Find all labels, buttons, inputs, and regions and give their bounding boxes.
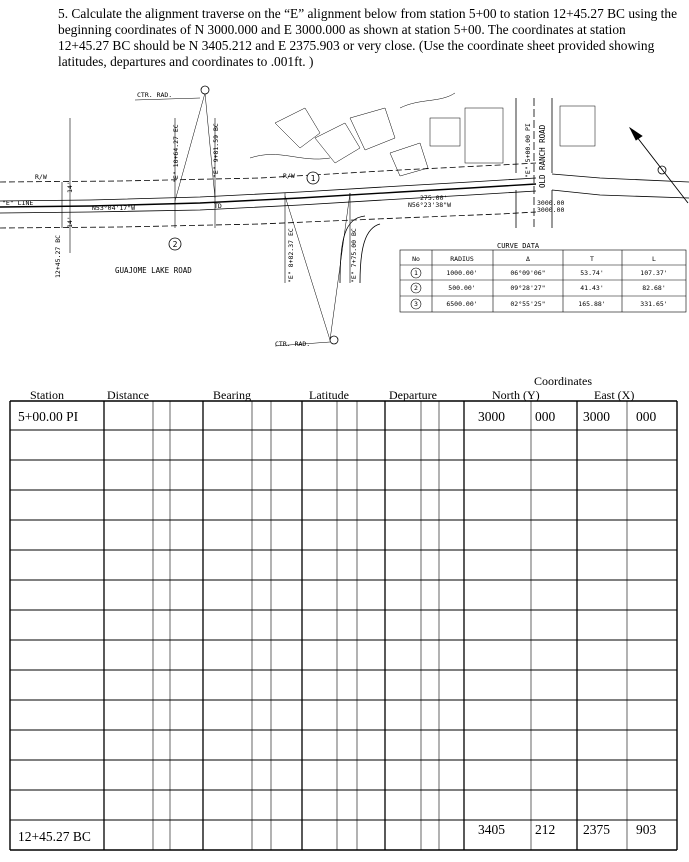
coord-e-label: 3000.00: [537, 206, 565, 214]
curve-row-2-l: 82.68': [642, 284, 666, 292]
sta-bc-2-label: "E" 7+75.00 BC: [350, 228, 358, 283]
curve-row-1-delta: 06°09'06": [510, 269, 546, 277]
old-ranch-road-label: OLD RANCH ROAD: [538, 124, 547, 188]
curve-row-1-no: 1: [414, 269, 418, 277]
header-station: Station: [30, 388, 65, 402]
curve-row-2-radius: 500.00': [448, 284, 476, 292]
td-label: TD: [214, 202, 222, 210]
curve-row-1-l: 107.37': [640, 269, 668, 277]
row-line-bottom: [0, 212, 536, 228]
header-bearing: Bearing: [213, 388, 251, 402]
coordinates-label: Coordinates: [534, 374, 592, 388]
curve-row-3-no: 3: [414, 300, 418, 308]
curve-data-table: [400, 242, 686, 312]
curve-row-1-t: 53.74': [580, 269, 604, 277]
curve-marker-2: [169, 238, 181, 250]
curve-row-3-delta: 02°55'25": [510, 300, 546, 308]
curve-col-l: L: [652, 255, 656, 263]
first-row-station: 5+00.00 PI: [18, 409, 79, 424]
sta-ec-1-label: "E" 10+64.27 EC: [172, 124, 180, 183]
bearing-2-distance: 275.00': [420, 194, 448, 202]
curve-col-radius: RADIUS: [450, 255, 474, 263]
svg-text:1: 1: [310, 174, 316, 183]
last-row-east-int: 2375: [583, 822, 610, 837]
svg-text:2: 2: [172, 240, 178, 249]
guajome-road-label: GUAJOME LAKE ROAD: [115, 266, 192, 275]
header-east: East (X): [594, 388, 635, 402]
e-line-label: "E" LINE: [2, 199, 34, 207]
curve-col-no: No: [412, 255, 420, 263]
coordinate-sheet-grid: [9, 400, 685, 852]
first-row-north-int: 3000: [478, 409, 505, 424]
curve-col-t: T: [590, 255, 594, 263]
curve-col-delta: Δ: [526, 255, 530, 263]
curve-marker-1: [307, 172, 319, 184]
rw-mid-label: R/W: [283, 172, 295, 180]
row-line-top: [0, 163, 536, 182]
sta-bc-1-label: "E" 9+81.59 BC: [212, 123, 220, 178]
last-row-station: 12+45.27 BC: [18, 829, 91, 844]
curve-row-2-no: 2: [414, 284, 418, 292]
header-departure: Departure: [389, 388, 437, 402]
curve-row-3-t: 165.88': [578, 300, 606, 308]
last-row-north-int: 3405: [478, 822, 505, 837]
ctr-rad-top-label: CTR. RAD.: [137, 91, 173, 99]
curve-row-2-delta: 09°28'27": [510, 284, 546, 292]
sta-ec-2-label: "E" 8+82.37 EC: [287, 228, 295, 283]
first-row-east-int: 3000: [583, 409, 610, 424]
bearing-2-label: N56°23'38"W: [408, 201, 452, 209]
bearing-1-label: N53°04'17"W: [92, 204, 136, 212]
first-row-north-dec: 000: [535, 409, 556, 424]
curve-row-3-radius: 6500.00': [446, 300, 478, 308]
header-latitude: Latitude: [309, 388, 349, 402]
problem-statement: [58, 6, 678, 70]
curve-row-3-l: 331.65': [640, 300, 668, 308]
curve-table-title: CURVE DATA: [497, 242, 540, 250]
dim-14-top: 14': [66, 181, 74, 193]
header-north: North (Y): [492, 388, 540, 402]
first-row-east-dec: 000: [636, 409, 657, 424]
coord-n-label: 3000.00: [537, 199, 565, 207]
rw-left-label: R/W: [35, 173, 47, 181]
header-distance: Distance: [107, 388, 149, 402]
curve-row-2-t: 41.43': [580, 284, 604, 292]
last-row-east-dec: 903: [636, 822, 657, 837]
ctr-rad-bottom-label: CTR. RAD.: [275, 340, 311, 348]
alignment-drawing: [0, 78, 689, 360]
last-row-north-dec: 212: [535, 822, 556, 837]
dim-14-bot: 14': [66, 216, 74, 228]
sta-pi-label: "E" 5+00.00 PI: [524, 123, 532, 178]
problem-text: 5. Calculate the alignment traverse on the “E” alignment below from station 5+00 to station 12+45.27 BC using the beginning coordinates of N 3000.000 and E 3000.000 as shown at station 5+00. The coordinates at station 12+45.27 BC should be N 3405.212 and E 2375.903 or very close. (Use the coordinate sheet provided showing latitudes, departures and coordinates to .001ft. ): [58, 6, 678, 69]
road-edge-bottom: [0, 191, 536, 213]
sta-bc-left-label: 12+45.27 BC: [54, 234, 62, 278]
curve-row-1-radius: 1000.00': [446, 269, 478, 277]
